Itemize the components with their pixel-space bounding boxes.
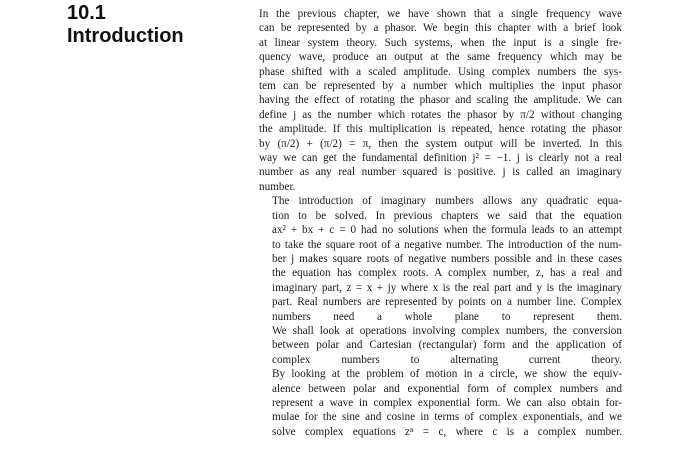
paragraph-1 bbox=[259, 7, 622, 194]
text-line: by (π/2) + (π/2) = π, then the system output will be inverted. In this bbox=[259, 137, 622, 150]
text-line: In the previous chapter, we have shown that a single frequency wave bbox=[259, 8, 622, 20]
text-line: the equation has complex roots. A complex number, z, has a real and bbox=[272, 267, 622, 280]
body-text bbox=[259, 7, 622, 439]
text-line: imaginary part, z = x + jy where x is the real part and y is the imaginary bbox=[272, 281, 622, 294]
paragraph-2 bbox=[259, 194, 622, 324]
text-line: ax² + bx + c = 0 had no solutions when the formula leads to an attempt bbox=[272, 224, 622, 237]
section-number: 10.1 bbox=[67, 2, 106, 24]
text-line: number. bbox=[259, 180, 296, 193]
paragraph-4 bbox=[259, 367, 622, 439]
text-line: solve complex equations zⁿ = c, where c is a complex number. bbox=[272, 425, 622, 438]
text-line: ber j makes square roots of negative numbers possible and in these cases bbox=[272, 252, 622, 265]
section-heading bbox=[67, 2, 217, 48]
text-line: The introduction of imaginary numbers allows any quadratic equa- bbox=[272, 195, 622, 208]
text-line: numbers need a whole plane to represent them. bbox=[272, 310, 622, 323]
text-line: way we can get the fundamental definition j² = −1. j is clearly not a real bbox=[259, 152, 622, 165]
text-line: tem can be represented by a number which multiplies the input phasor bbox=[259, 80, 622, 93]
text-line: at linear system theory. Such systems, when the input is a single fre- bbox=[259, 36, 622, 49]
text-line: can be represented by a phasor. We begin this chapter with a brief look bbox=[259, 22, 622, 35]
text-line: phase shifted with a scaled amplitude. Using complex numbers the sys- bbox=[259, 65, 622, 78]
text-line: mulae for the sine and cosine in terms of complex exponentials, and we bbox=[272, 411, 622, 424]
text-line: to take the square root of a negative number. The introduction of the num- bbox=[272, 238, 622, 251]
text-line: tion to be solved. In previous chapters we said that the equation bbox=[272, 209, 622, 222]
text-line: We shall look at operations involving complex numbers, the conversion bbox=[272, 324, 622, 337]
text-line: number as any real number squared is positive. j is called an imaginary bbox=[259, 166, 622, 179]
text-line: the amplitude. If this multiplication is repeated, hence rotating the phasor bbox=[259, 123, 622, 136]
text-line: represent a wave in complex exponential form. We can also obtain for- bbox=[272, 396, 622, 409]
text-line: part. Real numbers are represented by points on a number line. Complex bbox=[272, 296, 622, 309]
text-line: quency wave, produce an output at the same frequency which may be bbox=[259, 51, 622, 64]
text-line: By looking at the problem of motion in a circle, we show the equiv- bbox=[272, 368, 622, 381]
text-line: alence between polar and exponential form of complex numbers and bbox=[272, 382, 622, 395]
text-line: complex numbers to alternating current theory. bbox=[272, 353, 622, 366]
text-line: between polar and Cartesian (rectangular) form and the application of bbox=[272, 339, 622, 352]
text-line: define j as the number which rotates the phasor by π/2 without changing bbox=[259, 108, 622, 121]
text-line: having the effect of rotating the phasor and scaling the amplitude. We can bbox=[259, 94, 622, 107]
section-title: Introduction bbox=[67, 25, 184, 47]
paragraph-3 bbox=[259, 324, 622, 367]
